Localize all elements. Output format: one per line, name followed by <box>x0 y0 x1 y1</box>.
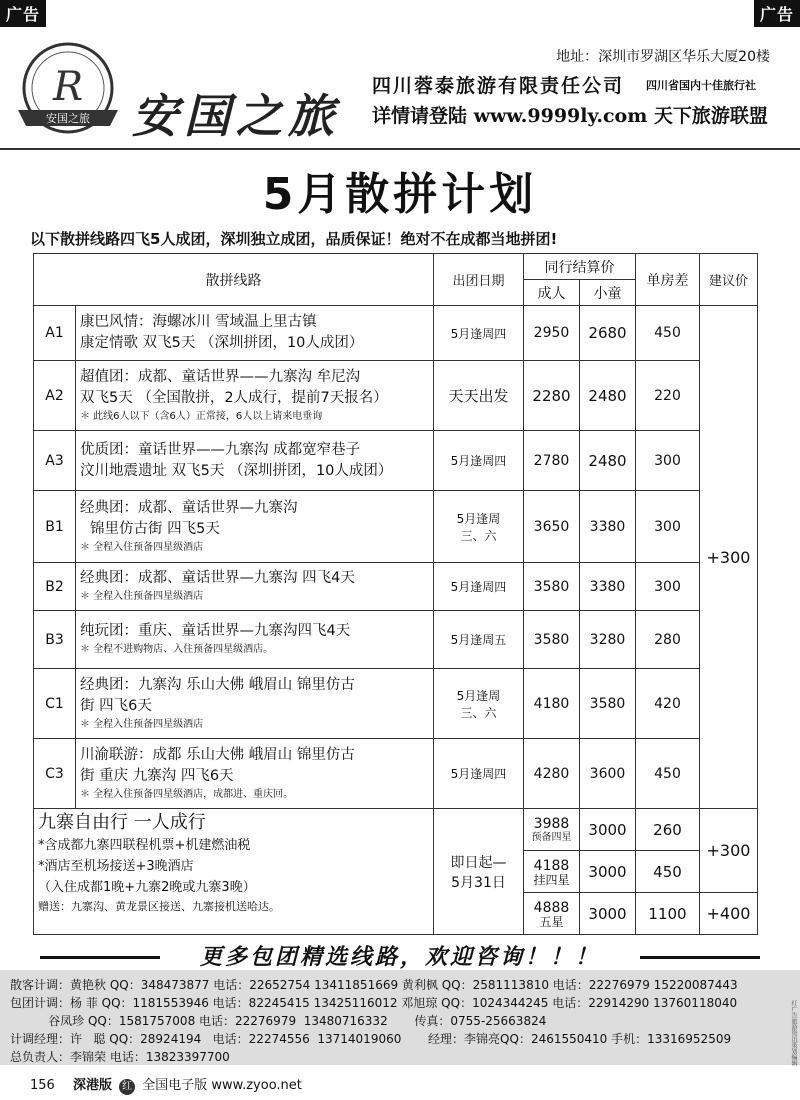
header-settle: 同行结算价 <box>524 254 636 280</box>
table-row: B3 纯玩团：重庆、童话世界—九寨沟四飞4天 ＊ 全程不进购物店、入住预备四星级酒店。 5月逢周五 3580 3280 280 <box>34 611 758 669</box>
logo-text: 安国之旅 <box>46 112 90 125</box>
logo-letter: R <box>52 64 84 110</box>
contact-row: 散客计调：黄艳秋 QQ：348473877 电话：22652754 13411851669 黄利枫 QQ：2581113810 电话：22276979 15220087443 <box>10 978 738 992</box>
company-sub: 四川省国内十佳旅行社 <box>646 79 756 92</box>
header-suggest: 建议价 <box>700 254 758 306</box>
table-row: A1 康巴风情：海螺冰川 雪域温上里古镇 康定情歌 双飞5天 （深圳拼团，10人成团） 5月逢周四 2950 2680 450 +300 <box>34 306 758 361</box>
table-row: A2 超值团：成都、童话世界——九寨沟 牟尼沟 双飞5天 （全国散拼，2人成行，提前7天报名） ＊ 此线6人以下（含6人）正常接，6人以上请来电垂询 天天出发 2280 2480 220 <box>34 361 758 431</box>
header-divider <box>0 148 800 150</box>
table-row: C3 川渝联游：成都 乐山大佛 峨眉山 锦里仿古 街 重庆 九寨沟 四飞6天 ＊ 全程入住预备四星级酒店，成都进、重庆回。 5月逢周四 4280 3600 450 <box>34 739 758 809</box>
free-travel-row: 九寨自由行 一人成行 *含成都九寨四联程机票+机建燃油税 *酒店至机场接送+3晚酒店 （入住成都1晚+九寨2晚或九寨3晚） 赠送：九寨沟、黄龙景区接送、九寨接机送哈达。 即日起—5月31日 3988 预备四星 3000 260 +300 <box>34 809 758 851</box>
address: 地址：深圳市罗湖区华乐大厦20楼 <box>556 49 770 65</box>
subtitle: 以下散拼线路四飞5人成团，深圳独立成团，品质保证！绝对不在成都当地拼团! <box>30 230 558 248</box>
ad-tag-right: 广告 <box>754 0 800 27</box>
banner: 更多包团精选线路，欢迎咨询！！！ <box>199 944 600 970</box>
side-text: 红广告旅游资讯策划编辑 <box>790 1000 797 1066</box>
ad-tag-left: 广告 <box>0 0 46 27</box>
table-row: B1 经典团：成都、童话世界—九寨沟 锦里仿古街 四飞5天 ＊ 全程入住预备四星级酒店 5月逢周三、六 3650 3380 300 <box>34 491 758 563</box>
company-logo-icon <box>14 40 122 148</box>
contact-row: 计调经理：许 聪 QQ：28924194 电话：22274556 13714019060 经理：李锦亮QQ：2461550410 手机：13316952509 <box>10 1032 732 1046</box>
edition-badge-icon: 红 <box>119 1079 135 1095</box>
table-row: C1 经典团：九寨沟 乐山大佛 峨眉山 锦里仿古 街 四飞6天 ＊ 全程入住预备四星级酒店 5月逢周三、六 4180 3580 420 <box>34 669 758 739</box>
header-adult: 成人 <box>524 280 580 306</box>
header <box>0 22 800 144</box>
brand-name: 安国之旅 <box>132 89 340 143</box>
header-route: 散拼线路 <box>34 254 434 306</box>
suggest-markup: +300 <box>700 306 758 809</box>
header-child: 小童 <box>580 280 636 306</box>
table-row: A3 优质团：童话世界——九寨沟 成都宽窄巷子 汶川地震遗址 双飞5天 （深圳拼团，10人成团） 5月逢周四 2780 2480 300 <box>34 431 758 491</box>
contact-row: 包团计调：杨 菲 QQ：1181553946 电话：82245415 13425116012 邓旭琼 QQ：1024344245 电话：22914290 13760118040 <box>10 996 738 1010</box>
banner-line-right <box>640 956 760 959</box>
table-row: B2 经典团：成都、童话世界—九寨沟 四飞4天 ＊ 全程入住预备四星级酒店 5月逢周四 3580 3380 300 <box>34 563 758 611</box>
website: 详情请登陆 www.9999ly.com 天下旅游联盟 <box>372 105 768 127</box>
contact-row: 谷凤珍 QQ：1581757008 电话：22276979 13480716332 传真：0755-25663824 <box>10 1014 547 1028</box>
contact-row: 总负责人：李锦荣 电话：13823397700 <box>10 1050 230 1064</box>
header-date: 出团日期 <box>434 254 524 306</box>
header-single: 单房差 <box>636 254 700 306</box>
page-title: 5月散拼计划 <box>262 169 538 220</box>
route-table: 散拼线路 出团日期 同行结算价 单房差 建议价 成人 小童 A1 康巴风情：海螺冰川 雪域温上里古镇 康定情歌 双飞5天 （深圳拼团，10人成团） 5月逢周四 2950 2680 450 +300 A2 超值团：成都、童话世界——九寨沟 牟尼沟 双飞5天 （全国散拼，2人成行，提前7天报名） ＊ 此线6人以下（含6人）正常接，6人以上请来电垂询 天天出发 2280 2480 220 A3 优质团：童话世界——九寨沟 成都宽窄巷子 汶川地震遗址 双飞5天 （深圳拼团，10人成团） 5月逢周四 2780 2480 300 B1 经典团：成都、童话世界—九寨沟 锦里仿古街 四飞5天 ＊ 全程入住预备四星级酒店 5月逢周三、六 3650 3380 300 B2 经典团：成都、童话世界—九寨沟 四飞4天 ＊ 全程入住预备四星级酒店 5月逢周四 3580 3380 300 B3 纯玩团：重庆、童话世界—九寨沟四飞4天 ＊ 全程不进购物店、入住预备四星级酒店。 5月逢周五 3580 3280 280 C1 经典团：九寨沟 乐山大佛 峨眉山 锦里仿古 街 四飞6天 ＊ 全程入住预备四星级酒店 5月逢周三、六 4180 3580 420 C3 川渝联游：成都 乐山大佛 峨眉山 锦里仿古 街 重庆 九寨沟 四飞6天 ＊ 全程入住预备四星级酒店，成都进、重庆回。 5月逢周四 4280 3600 450 九寨自由行 一人成行 *含成都九寨四联程机票+机建燃油税 *酒店至机场接送+3晚酒店 （入住成都1晚+九寨2晚或九寨3晚） 赠送：九寨沟、黄龙景区接送、九寨接机送哈达。 即日起—5月31日 3988 预备四星 3000 260 +300 4188 挂四星 3000 450 4888 五星 3000 1100 +400 <box>33 253 758 935</box>
contacts-panel <box>0 970 800 1065</box>
company-name: 四川蓉泰旅游有限责任公司 <box>372 75 625 97</box>
footer <box>30 1074 302 1095</box>
footer-site: 全国电子版 www.zyoo.net <box>142 1078 302 1093</box>
edition: 深港版 <box>72 1078 112 1093</box>
page-number: 156 <box>30 1078 55 1093</box>
